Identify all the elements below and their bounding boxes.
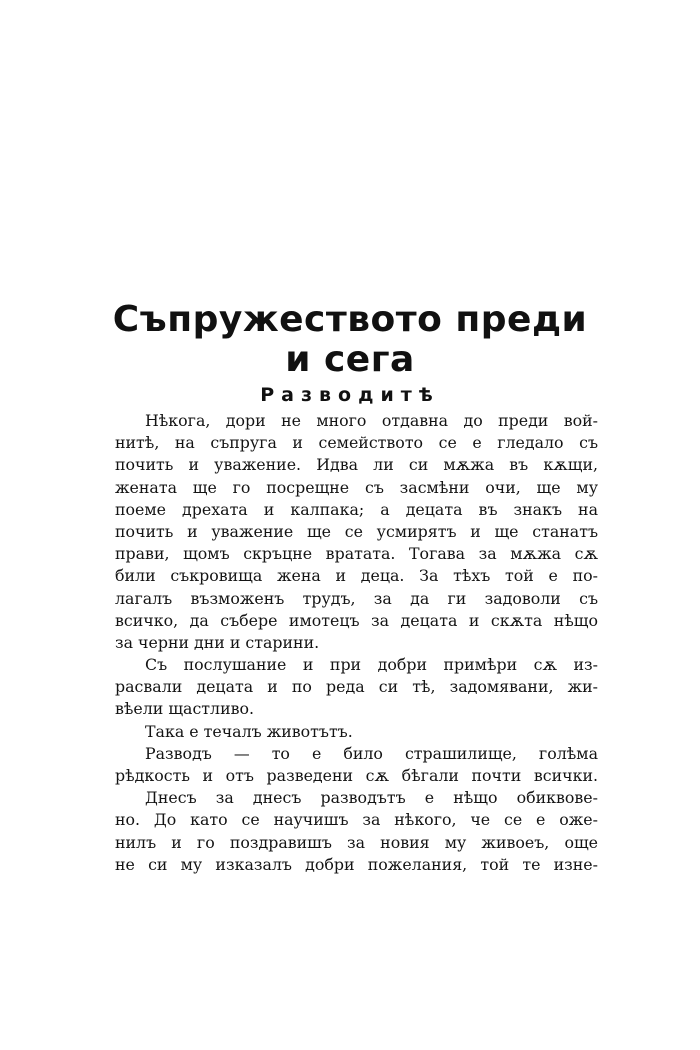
text-line: почить и уважение ще се усмирятъ и ще станатъ <box>115 521 598 541</box>
text-line: за черни дни и старини. <box>115 632 320 652</box>
article-body <box>115 410 598 876</box>
text-line: расвали децата и по реда си тѣ, задомявани, жи- <box>115 677 598 697</box>
text-line: вѣели щастливо. <box>115 699 255 719</box>
text-line: рѣдкость и отъ разведени сѫ бѣгали почти всички. <box>115 766 598 785</box>
article-title-line-2: и сега <box>285 339 415 380</box>
text-line: Днесъ за днесъ разводътъ е нѣщо обиквове- <box>145 788 598 808</box>
article-title-line-1: Съпружеството преди <box>112 299 588 340</box>
text-line: поеме дрехата и калпака; а децата въ знакъ на <box>115 499 598 519</box>
text-line: били съкровища жена и деца. За тѣхъ той е по- <box>115 566 598 586</box>
text-line: жената ще го посрещне съ засмѣни очи, ще му <box>115 477 598 497</box>
text-line: не си му изказалъ добри пожелания, той те изне- <box>115 854 598 874</box>
text-line: Разводъ — то е било страшилище, голѣма <box>145 743 598 763</box>
text-line: Нѣкога, дори не много отдавна до преди вой- <box>145 411 598 430</box>
text-line: прави, щомъ скръцне вратата. Тогава за мѫжа сѫ <box>115 544 598 564</box>
text-line: почить и уважение. Идва ли си мѫжа въ кѫщи, <box>115 455 598 475</box>
section-heading: Разводитѣ <box>260 384 440 406</box>
text-line: но. До като се научишъ за нѣкого, че се е оже- <box>115 810 598 830</box>
text-line: всичко, да събере имотецъ за децата и скѫта нѣщо <box>115 610 598 630</box>
text-line: лагалъ възможенъ трудъ, за да ги задоволи съ <box>115 588 598 608</box>
text-line: Така е течалъ животътъ. <box>145 721 353 741</box>
text-line: нитѣ, на съпруга и семейството се е гледало съ <box>115 433 598 453</box>
text-line: нилъ и го поздравишъ за новия му живоеъ, още <box>115 832 598 852</box>
text-line: Съ послушание и при добри примѣри сѫ из- <box>145 655 598 675</box>
